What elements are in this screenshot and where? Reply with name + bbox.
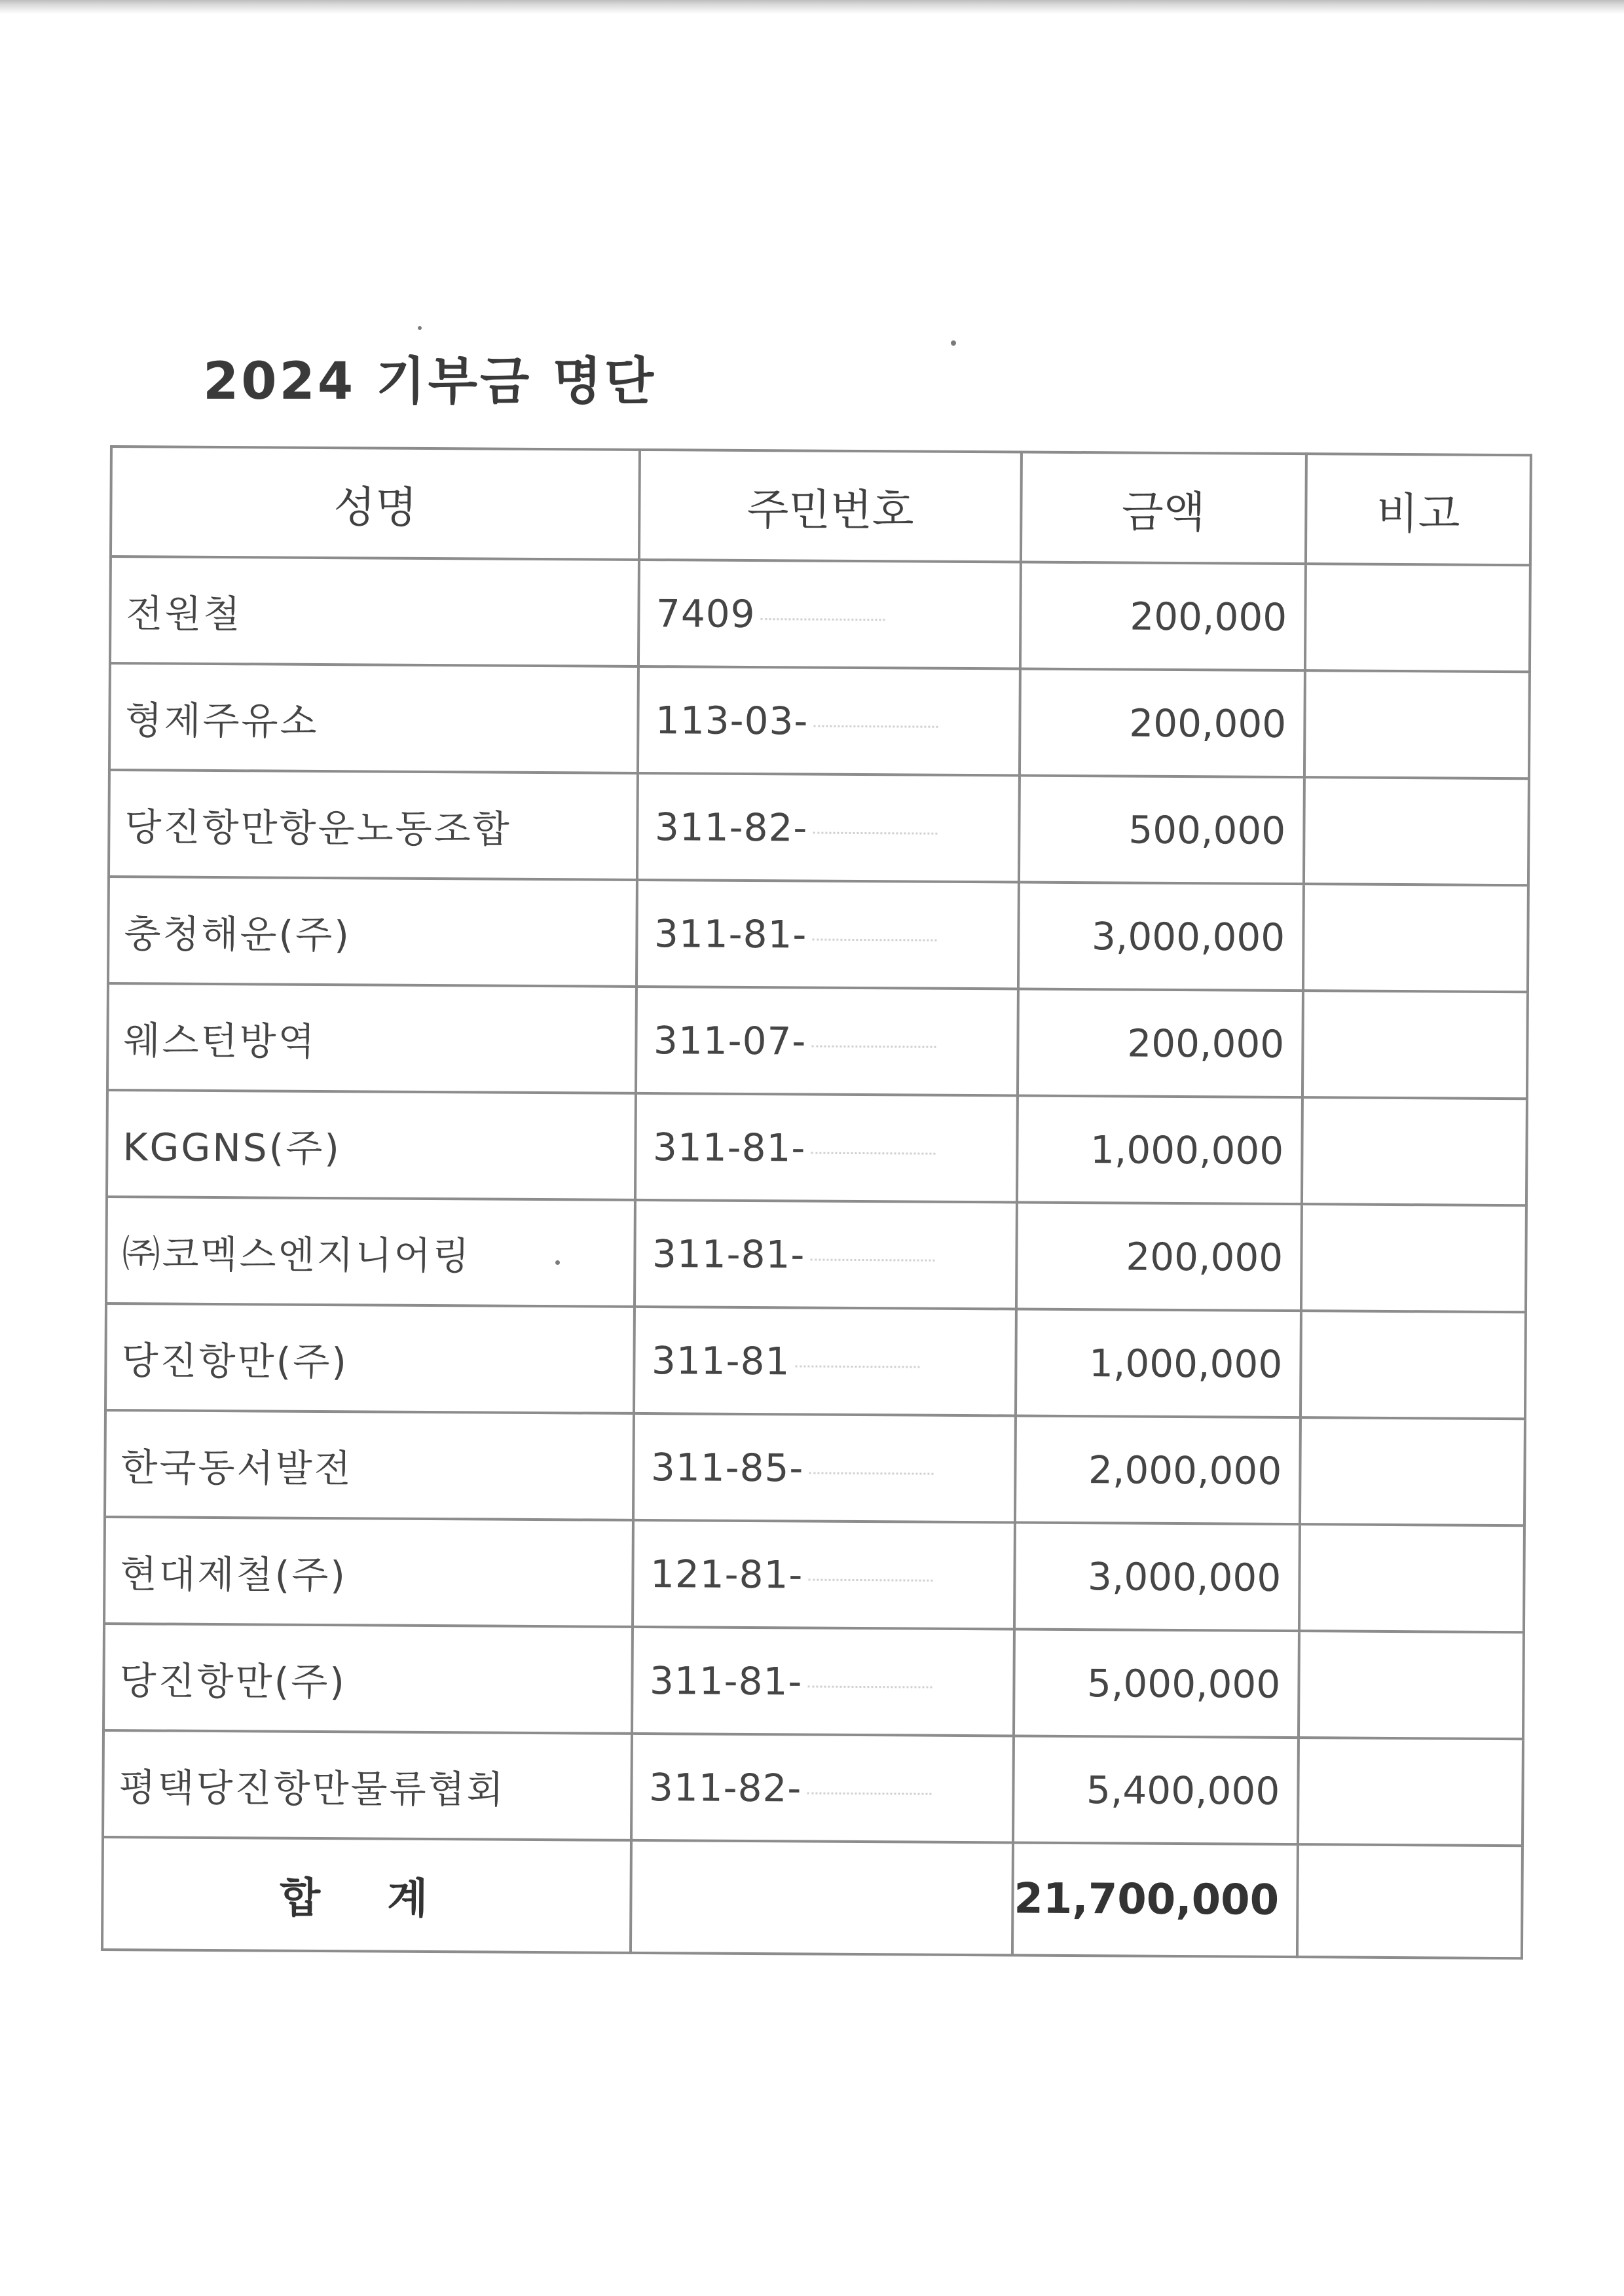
row-name: 현대제철(주) xyxy=(104,1517,633,1627)
header-name: 성명 xyxy=(111,446,640,560)
row-name: 당진항만(주) xyxy=(105,1303,635,1413)
row-id-number xyxy=(633,1413,1015,1523)
redaction-mark xyxy=(807,1787,931,1795)
donation-table xyxy=(101,445,1532,1959)
row-amount: 5,000,000 xyxy=(1014,1629,1299,1738)
row-name: 웨스턴방역 xyxy=(107,983,637,1093)
row-id-number xyxy=(632,1627,1014,1736)
redaction-mark xyxy=(813,720,938,727)
scan-speck xyxy=(951,340,956,346)
row-id-number xyxy=(633,1520,1014,1630)
row-id-text: 121-81- xyxy=(650,1551,803,1597)
redaction-mark xyxy=(795,1360,919,1368)
row-id-number xyxy=(637,773,1019,883)
row-id-number xyxy=(636,987,1018,1096)
total-note-blank xyxy=(1297,1844,1522,1958)
row-id-number xyxy=(634,1307,1016,1416)
table-header-row xyxy=(111,446,1531,565)
total-id-blank xyxy=(631,1840,1012,1956)
redaction-mark xyxy=(811,1040,936,1048)
row-amount: 3,000,000 xyxy=(1014,1522,1300,1631)
redaction-mark xyxy=(808,1573,932,1581)
redaction-mark xyxy=(807,1680,932,1688)
row-note xyxy=(1305,564,1530,672)
total-label: 합 계 xyxy=(102,1837,632,1953)
total-amount: 21,700,000 xyxy=(1012,1842,1298,1957)
row-amount: 200,000 xyxy=(1018,989,1303,1097)
table-row xyxy=(110,556,1530,672)
row-note xyxy=(1301,1204,1526,1312)
row-id-text: 311-82- xyxy=(648,1764,802,1810)
table-row xyxy=(106,1197,1526,1312)
row-note xyxy=(1298,1738,1523,1846)
row-name: 평택당진항만물류협회 xyxy=(103,1730,632,1840)
table-row xyxy=(107,983,1528,1099)
table-row xyxy=(103,1730,1523,1846)
row-amount: 2,000,000 xyxy=(1015,1415,1301,1524)
row-id-text: 113-03- xyxy=(655,697,809,744)
row-name: 한국동서발전 xyxy=(105,1410,634,1520)
redaction-mark xyxy=(813,826,937,834)
row-id-text: 311-81 xyxy=(651,1338,790,1383)
row-amount: 3,000,000 xyxy=(1018,882,1304,991)
row-amount: 1,000,000 xyxy=(1017,1095,1302,1204)
row-note xyxy=(1304,670,1530,778)
table-row xyxy=(109,663,1530,778)
row-note xyxy=(1299,1524,1524,1632)
row-note xyxy=(1300,1417,1525,1525)
table-row xyxy=(104,1517,1524,1632)
row-amount: 200,000 xyxy=(1020,562,1306,670)
row-id-number xyxy=(638,666,1020,776)
row-id-text: 311-07- xyxy=(653,1017,807,1064)
header-id-number: 주민번호 xyxy=(639,450,1021,562)
row-note xyxy=(1303,884,1528,992)
row-id-number xyxy=(631,1734,1013,1843)
row-id-text: 311-85- xyxy=(650,1444,804,1490)
row-id-text: 7409 xyxy=(655,591,756,636)
row-name: 당진항만항운노동조합 xyxy=(109,770,638,880)
row-note xyxy=(1301,1311,1526,1419)
table-row xyxy=(103,1624,1524,1739)
redaction-mark xyxy=(810,1253,934,1261)
header-note: 비고 xyxy=(1306,454,1531,565)
scan-top-edge xyxy=(0,0,1624,14)
redaction-mark xyxy=(812,933,936,941)
row-note xyxy=(1302,991,1528,1099)
scan-speck xyxy=(418,326,422,330)
page-title: 2024 기부금 명단 xyxy=(203,352,657,411)
row-name: 형제주유소 xyxy=(109,663,638,773)
table-row xyxy=(107,1090,1527,1205)
row-name: 전원철 xyxy=(110,556,639,666)
row-id-number xyxy=(635,1200,1016,1309)
row-id-text: 311-81- xyxy=(649,1658,803,1704)
redaction-mark xyxy=(809,1467,933,1474)
total-row xyxy=(102,1837,1522,1958)
header-amount: 금액 xyxy=(1021,452,1306,564)
row-amount: 500,000 xyxy=(1019,775,1304,884)
row-note xyxy=(1304,777,1529,885)
row-name: 충청해운(주) xyxy=(108,877,637,987)
table-row xyxy=(105,1303,1526,1419)
row-amount: 5,400,000 xyxy=(1013,1736,1299,1844)
row-id-text: 311-81- xyxy=(652,1231,805,1277)
table-row xyxy=(109,770,1529,885)
row-amount: 1,000,000 xyxy=(1016,1309,1301,1417)
row-name: 당진항만(주) xyxy=(103,1624,633,1734)
table-row xyxy=(105,1410,1525,1525)
row-note xyxy=(1302,1097,1527,1205)
row-id-text: 311-82- xyxy=(654,804,808,850)
row-id-number xyxy=(638,560,1020,669)
row-id-number xyxy=(635,1093,1017,1203)
row-amount: 200,000 xyxy=(1020,668,1305,777)
row-id-text: 311-81- xyxy=(652,1124,806,1171)
row-amount: 200,000 xyxy=(1016,1202,1302,1311)
row-note xyxy=(1299,1631,1524,1739)
row-name: ㈜코멕스엔지니어링 xyxy=(106,1197,635,1307)
row-name: KGGNS(주) xyxy=(107,1090,636,1200)
row-id-text: 311-81- xyxy=(654,911,807,957)
redaction-mark xyxy=(760,613,885,621)
row-id-number xyxy=(637,880,1018,989)
redaction-mark xyxy=(811,1146,935,1154)
table-row xyxy=(108,877,1528,992)
